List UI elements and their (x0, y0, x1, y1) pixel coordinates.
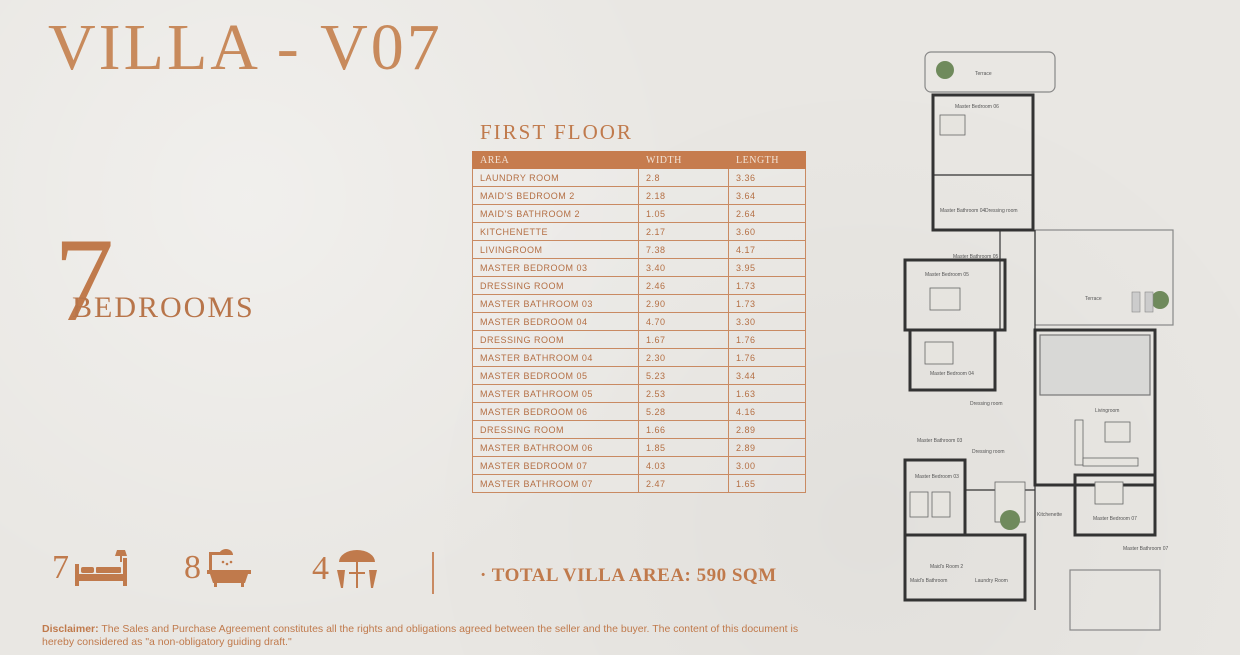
plan-label-laundry: Laundry Room (975, 578, 1008, 584)
table-cell-width: 2.17 (639, 223, 729, 241)
table-cell-width: 1.85 (639, 439, 729, 457)
plan-label-bathroom-03: Master Bathroom 03 (917, 438, 963, 444)
table-row (473, 475, 806, 493)
disclaimer-text: The Sales and Purchase Agreement constitutes all the rights and obligations agreed between the seller and the buyer. The content of this document is hereby considered as "a non-obligatory guiding draft." (42, 623, 799, 648)
table-row (473, 205, 806, 223)
plan-label-dressing-top: Dressing room (985, 208, 1018, 214)
baths-stat-value: 8 (184, 549, 201, 586)
table-cell-width: 2.18 (639, 187, 729, 205)
table-cell-length: 1.63 (729, 385, 806, 403)
stats-divider (432, 552, 434, 594)
table-cell-area: MASTER BATHROOM 07 (473, 475, 639, 493)
plan-label-master-bedroom-03: Master Bedroom 03 (915, 474, 959, 480)
table-cell-length: 1.76 (729, 331, 806, 349)
plan-label-bathroom-07: Master Bathroom 07 (1123, 546, 1169, 552)
bed-icon (73, 548, 129, 588)
table-cell-width: 2.47 (639, 475, 729, 493)
table-cell-length: 1.73 (729, 277, 806, 295)
table-row (473, 403, 806, 421)
plan-label-dressing-mid: Dressing room (970, 401, 1003, 407)
table-cell-area: DRESSING ROOM (473, 331, 639, 349)
table-cell-width: 2.8 (639, 169, 729, 187)
table-cell-area: LIVINGROOM (473, 241, 639, 259)
column-header-length: LENGTH (729, 152, 806, 169)
plan-label-dressing-low: Dressing room (972, 449, 1005, 455)
table-cell-area: MASTER BEDROOM 05 (473, 367, 639, 385)
table-cell-length: 2.89 (729, 439, 806, 457)
plan-label-bathroom-04: Master Bathroom 04 (940, 208, 986, 214)
plan-label-maids-room: Maid's Room 2 (930, 564, 964, 570)
bathtub-icon (205, 548, 255, 588)
table-cell-area: MASTER BATHROOM 06 (473, 439, 639, 457)
table-cell-area: MASTER BEDROOM 07 (473, 457, 639, 475)
table-cell-width: 1.66 (639, 421, 729, 439)
plan-label-terrace-right: Terrace (1085, 296, 1102, 302)
plan-label-bathroom-05: Master Bathroom 05 (953, 254, 999, 260)
table-cell-area: MAID'S BEDROOM 2 (473, 187, 639, 205)
table-cell-length: 4.16 (729, 403, 806, 421)
terraces-stat-value: 4 (312, 550, 329, 587)
table-cell-area: MASTER BEDROOM 04 (473, 313, 639, 331)
table-row (473, 295, 806, 313)
floor-plan (895, 50, 1205, 635)
table-cell-area: MASTER BATHROOM 04 (473, 349, 639, 367)
table-cell-width: 4.03 (639, 457, 729, 475)
table-cell-area: DRESSING ROOM (473, 421, 639, 439)
column-header-width: WIDTH (639, 152, 729, 169)
table-cell-length: 3.60 (729, 223, 806, 241)
table-cell-area: MASTER BATHROOM 03 (473, 295, 639, 313)
disclaimer (42, 623, 812, 649)
floor-label: FIRST FLOOR (480, 120, 633, 144)
table-cell-length: 1.73 (729, 295, 806, 313)
table-cell-width: 5.28 (639, 403, 729, 421)
table-cell-area: KITCHENETTE (473, 223, 639, 241)
table-cell-width: 2.30 (639, 349, 729, 367)
table-cell-length: 1.76 (729, 349, 806, 367)
bedroom-count: 7 (54, 213, 114, 346)
table-row (473, 331, 806, 349)
plan-label-kitchenette: Kitchenette (1037, 512, 1063, 518)
table-cell-width: 2.53 (639, 385, 729, 403)
table-row (473, 367, 806, 385)
table-cell-area: MAID'S BATHROOM 2 (473, 205, 639, 223)
table-row (473, 439, 806, 457)
page-title: VILLA - V07 (48, 11, 443, 84)
table-cell-width: 4.70 (639, 313, 729, 331)
table-cell-width: 2.46 (639, 277, 729, 295)
table-cell-length: 2.89 (729, 421, 806, 439)
plan-label-master-bedroom-05: Master Bedroom 05 (925, 272, 969, 278)
table-cell-length: 2.64 (729, 205, 806, 223)
bedroom-label: BEDROOMS (72, 291, 255, 324)
beach-umbrella-icon (333, 548, 381, 590)
table-cell-area: LAUNDRY ROOM (473, 169, 639, 187)
terraces-stat (312, 548, 381, 590)
beds-stat (52, 548, 129, 588)
column-header-area: AREA (473, 152, 639, 169)
table-row (473, 187, 806, 205)
table-cell-area: MASTER BEDROOM 03 (473, 259, 639, 277)
table-row (473, 259, 806, 277)
table-cell-width: 7.38 (639, 241, 729, 259)
room-dimensions-table (472, 151, 806, 493)
baths-stat (184, 548, 255, 588)
table-cell-length: 3.44 (729, 367, 806, 385)
plan-label-terrace-top: Terrace (975, 71, 992, 77)
table-row (473, 313, 806, 331)
table-cell-area: DRESSING ROOM (473, 277, 639, 295)
plan-label-master-bedroom-06: Master Bedroom 06 (955, 104, 999, 110)
plan-label-maids-bathroom: Maid's Bathroom (910, 578, 948, 584)
table-row (473, 241, 806, 259)
table-row (473, 349, 806, 367)
table-cell-length: 3.64 (729, 187, 806, 205)
table-cell-length: 1.65 (729, 475, 806, 493)
table-cell-width: 5.23 (639, 367, 729, 385)
table-row (473, 277, 806, 295)
table-row (473, 169, 806, 187)
table-cell-width: 1.05 (639, 205, 729, 223)
table-row (473, 421, 806, 439)
table-cell-length: 3.95 (729, 259, 806, 277)
table-cell-length: 3.36 (729, 169, 806, 187)
table-cell-length: 4.17 (729, 241, 806, 259)
plan-label-master-bedroom-04: Master Bedroom 04 (930, 371, 974, 377)
table-cell-width: 3.40 (639, 259, 729, 277)
table-row (473, 223, 806, 241)
table-cell-width: 1.67 (639, 331, 729, 349)
table-cell-length: 3.00 (729, 457, 806, 475)
plan-label-master-bedroom-07: Master Bedroom 07 (1093, 516, 1137, 522)
total-villa-area: · TOTAL VILLA AREA: 590 SQM (480, 565, 777, 586)
disclaimer-label: Disclaimer: (42, 623, 99, 635)
table-row (473, 385, 806, 403)
plan-label-livingroom: Livingroom (1095, 408, 1120, 414)
beds-stat-value: 7 (52, 549, 69, 586)
table-cell-area: MASTER BEDROOM 06 (473, 403, 639, 421)
table-header-row (473, 152, 806, 169)
table-cell-width: 2.90 (639, 295, 729, 313)
table-cell-area: MASTER BATHROOM 05 (473, 385, 639, 403)
table-row (473, 457, 806, 475)
table-cell-length: 3.30 (729, 313, 806, 331)
